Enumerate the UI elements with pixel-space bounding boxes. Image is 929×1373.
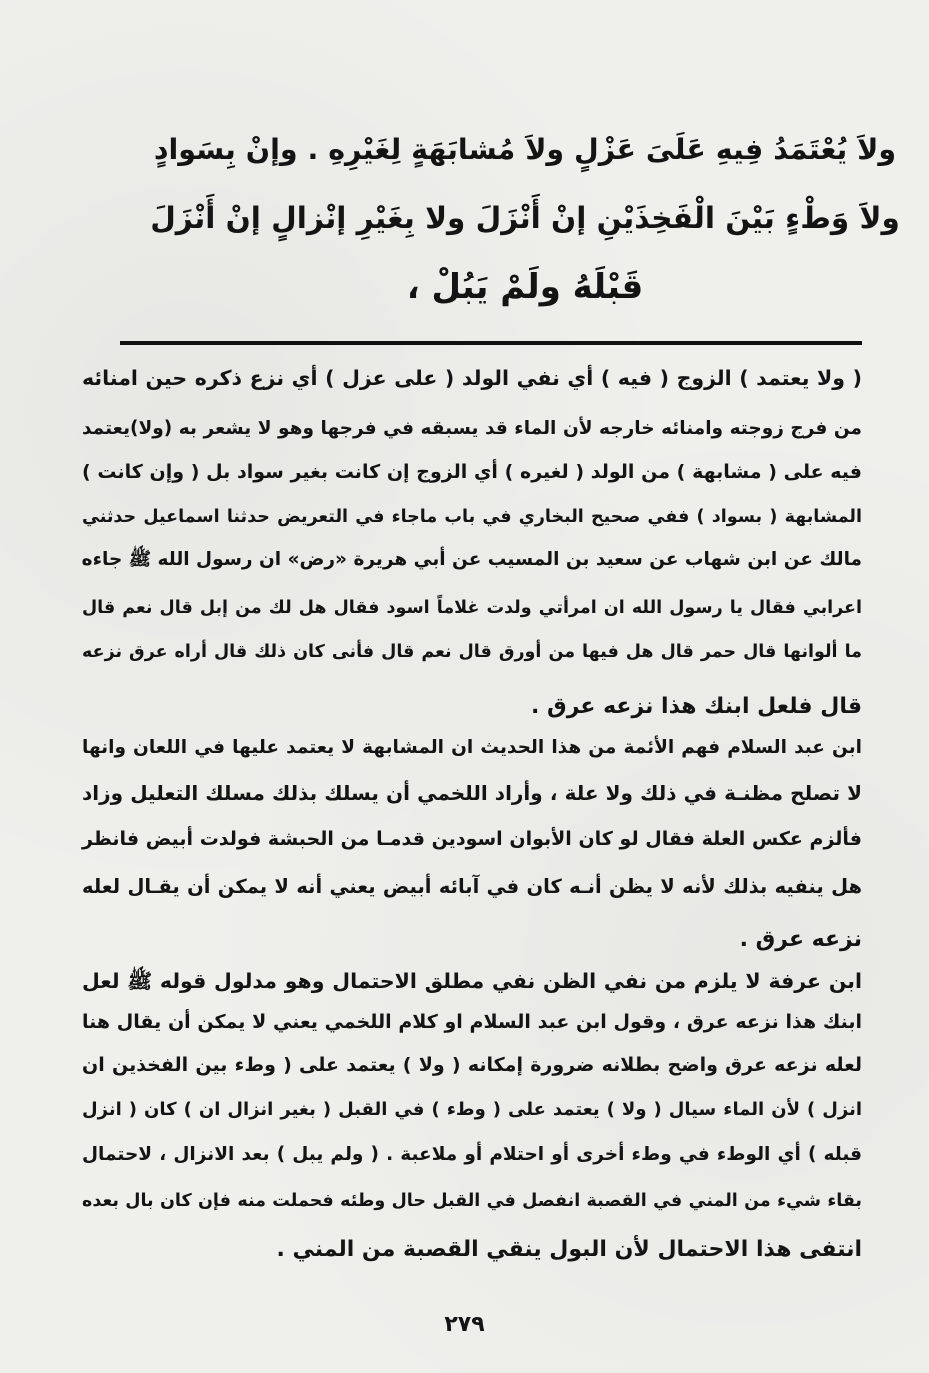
commentary-line: بقاء شيء من المني في القصبة انفصل في القبل حال وطئه فحملت منه فإن كان بال بعده (82, 1191, 862, 1211)
commentary-line: ما ألوانها قال حمر قال هل فيها من أورق قال نعم قال فأنى كان ذلك قال أراه عرق نزعه (82, 642, 862, 662)
commentary-line: انزل ) لأن الماء سيال ( ولا ) يعتمد على ( وطء ) في القبل ( بغير انزال ان ) كان ( انزل (82, 1099, 862, 1120)
commentary-line: ابن عرفة لا يلزم من نفي الظن نفي مطلق الاحتمال وهو مدلول قوله ﷺ لعل (82, 969, 862, 993)
matn-line: ولاَ وَطْءٍ بَيْنَ الْفَخِذَيْنِ إنْ أَنْزَلَ ولا بِغَيْرِ إنْزالٍ إنْ أَنْزَلَ (150, 201, 900, 235)
commentary-line: نزعه عرق . (739, 927, 862, 952)
page-number: ٢٧٩ (444, 1312, 485, 1337)
commentary-line: المشابهة ( بسواد ) ففي صحيح البخاري في باب ماجاء في التعريض حدثنا اسماعيل حدثني (82, 507, 862, 527)
commentary-line: فيه على ( مشابهة ) من الولد ( لغيره ) أي الزوج إن كانت بغير سواد بل ( وإن كانت ) (82, 461, 862, 483)
commentary-line: قال فلعل ابنك هذا نزعه عرق . (531, 694, 862, 719)
commentary-line: فألزم عكس العلة فقال لو كان الأبوان اسودين قدمـا من الحبشة فولدت أبيض فانظر (82, 828, 862, 850)
matn-line: ولاَ يُعْتَمَدُ فِيهِ عَلَىَ عَزْلٍ ولاَ مُشابَهَةٍ لِغَيْرِهِ . وإنْ بِسَوادٍ (153, 133, 897, 166)
commentary-line: ابن عبد السلام فهم الأئمة من هذا الحديث ان المشابهة لا يعتمد عليها في اللعان وانها (82, 737, 862, 758)
commentary-line: مالك عن ابن شهاب عن سعيد بن المسيب عن أبي هريرة «رض» ان رسول الله ﷺ جاءه (81, 549, 862, 570)
commentary-line: اعرابي فقال يا رسول الله ان امرأتي ولدت غلاماً اسود فقال هل لك من إبل قال نعم قال (82, 598, 862, 618)
commentary-line: انتفى هذا الاحتمال لأن البول ينقي القصبة من المني . (276, 1237, 862, 1262)
commentary-line: هل ينفيه بذلك لأنه لا يظن أنـه كان في آبائه أبيض يعني أنه لا يمكن أن يقـال لعله (82, 875, 862, 898)
commentary-line: لا تصلح مظنـة في ذلك ولا علة ، وأراد اللخمي أن يسلك بذلك مسلك التعليل وزاد (82, 781, 862, 805)
commentary-line: لعله نزعه عرق واضح بطلانه ضرورة إمكانه ( ولا ) يعتمد على ( وطء بين الفخذين ان (82, 1054, 862, 1076)
section-divider (120, 341, 862, 345)
matn-line: قَبْلَهُ ولَمْ يَبُلْ ، (406, 267, 644, 307)
commentary-line: ( ولا يعتمد ) الزوج ( فيه ) أي نفي الولد ( على عزل ) أي نزع ذكره حين امنائه (82, 366, 862, 390)
commentary-line: ابنك هذا نزعه عرق ، وقول ابن عبد السلام او كلام اللخمي يعني لا يمكن أن يقال هنا (82, 1011, 862, 1033)
commentary-line: من فرج زوجته وامنائه خارجه لأن الماء قد يسبقه في فرجها وهو لا يشعر به (ولا)يعتمد (82, 418, 862, 439)
commentary-line: قبله ) أي الوطء في وطء أخرى أو احتلام أو ملاعبة . ( ولم يبل ) بعد الانزال ، لاحتمال (82, 1144, 862, 1165)
